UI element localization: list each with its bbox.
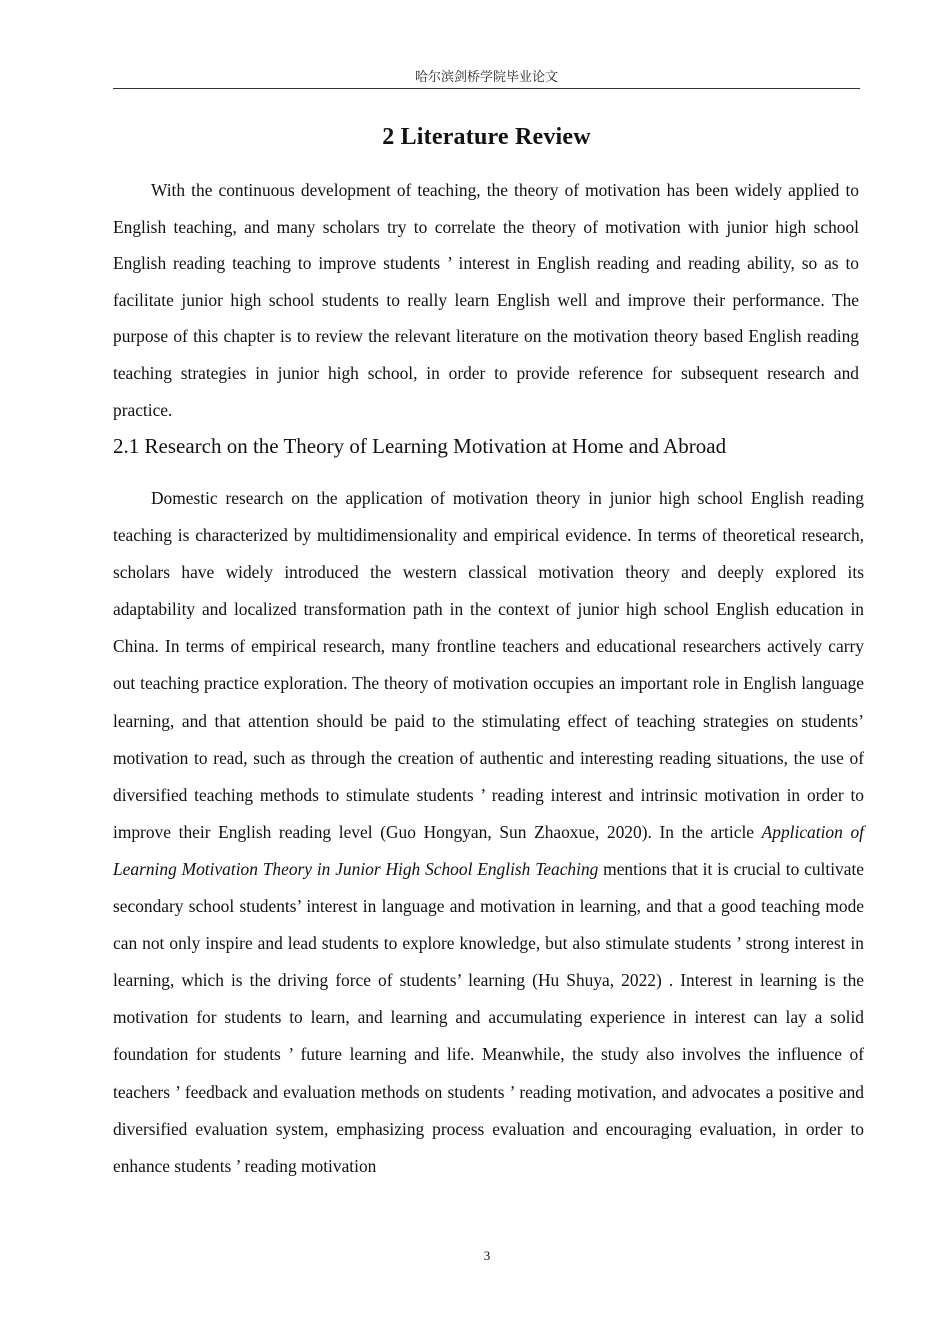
section-text-before: Domestic research on the application of motivation theory in junior high school English reading teaching is characterized by multidimensionality and empirical evidence. In terms of theoretical research, scholars have widely introduced the western classical motivation theory and deeply explored its adaptability and localized transformation path in the context of junior high school English education in China. In terms of empirical research, many frontline teachers and educational researchers actively carry out teaching practice exploration. The theory of motivation occupies an important role in English language learning, and that attention should be paid to the stimulating effect of teaching strategies on students’ motivation to read, such as through the creation of authentic and interesting reading situations, the use of diversified teaching methods to stimulate students ’ reading interest and intrinsic motivation in order to improve their English reading level (Guo Hongyan, Sun Zhaoxue, 2020). In the article <box>113 488 864 842</box>
intro-paragraph: With the continuous development of teaching, the theory of motivation has been widely applied to English teaching, and many scholars try to correlate the theory of motivation with junior high school English reading teaching to improve students ’ interest in English reading and reading ability, so as to facilitate junior high school students to really learn English well and improve their performance. The purpose of this chapter is to review the relevant literature on the motivation theory based English reading teaching strategies in junior high school, in order to provide reference for subsequent research and practice. <box>113 180 859 420</box>
article-title: Application of Learning Motivation Theory in Junior High School English Teaching <box>113 821 864 879</box>
header-rule <box>113 88 860 89</box>
section-text-after: mentions that it is crucial to cultivate secondary school students’ interest in language and motivation in learning, and that a good teaching mode can not only inspire and lead students to explore knowledge, but also stimulate students ’ strong interest in learning, which is the driving force of students’ learning (Hu Shuya, 2022) . Interest in learning is the motivation for students to learn, and learning and accumulating experience in interest can lay a solid foundation for students ’ future learning and life. Meanwhile, the study also involves the influence of teachers ’ feedback and evaluation methods on students ’ reading motivation, and advocates a positive and diversified evaluation system, emphasizing process evaluation and encouraging evaluation, in order to enhance students ’ reading motivation <box>113 858 864 1176</box>
section-paragraph <box>113 480 864 1185</box>
page-number: 3 <box>483 1248 491 1263</box>
chapter-title: 2 Literature Review <box>382 124 591 150</box>
running-header: 哈尔滨剑桥学院毕业论文 <box>414 70 558 85</box>
section-title: 2.1 Research on the Theory of Learning Motivation at Home and Abroad <box>113 434 727 458</box>
